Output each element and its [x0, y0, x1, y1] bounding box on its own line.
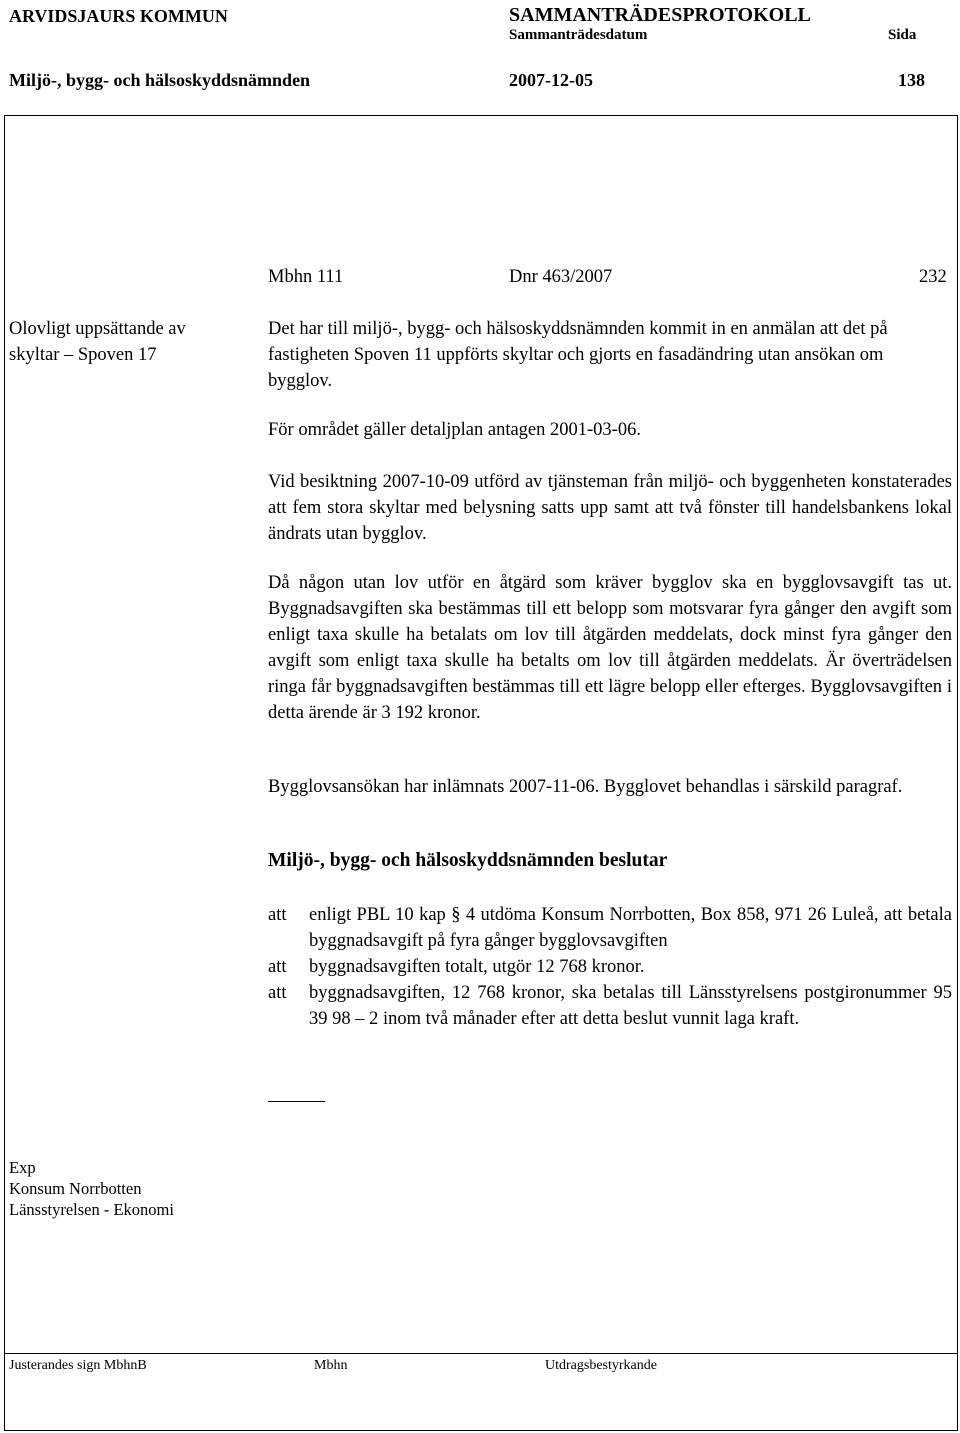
decision-3-lead: att	[268, 983, 287, 1003]
page-number: 138	[898, 70, 925, 90]
paragraph-complaint: Det har till miljö-, bygg- och hälsoskyddsnämnden kommit in en anmälan att det på fastigheten Spoven 11 uppförts skyltar och gjorts en fasadändring utan ansökan om bygglov.	[268, 319, 888, 391]
recipient-1: Konsum Norrbotten	[9, 1179, 142, 1198]
committee-name: Miljö-, bygg- och hälsoskyddsnämnden	[9, 70, 311, 90]
decision-1-lead: att	[268, 905, 287, 925]
content-frame	[4, 115, 958, 1431]
document-type: SAMMANTRÄDESPROTOKOLL	[509, 4, 811, 26]
paragraph-detail-plan: För området gäller detaljplan antagen 2001-03-06.	[268, 420, 641, 440]
page-label: Sida	[888, 27, 917, 43]
decision-2-lead: att	[268, 957, 287, 977]
decision-3-text: byggnadsavgiften, 12 768 kronor, ska betalas till Länsstyrelsens postgironummer 95 39 98 – 2 inom två månader efter att detta beslut vunnit laga kraft.	[309, 983, 952, 1029]
decision-heading: Miljö-, bygg- och hälsoskyddsnämnden beslutar	[268, 850, 668, 871]
organization-name: ARVIDSJAURS KOMMUN	[9, 6, 228, 26]
sign-label: Justerandes sign MbhnB	[9, 1358, 147, 1373]
mbhn-label: Mbhn	[314, 1358, 348, 1373]
paragraph-id: Mbhn 111	[268, 267, 344, 287]
subject-line-1: Olovligt uppsättande av	[9, 319, 186, 339]
subject-line-2: skyltar – Spoven 17	[9, 345, 157, 365]
extract-label: Utdragsbestyrkande	[545, 1358, 657, 1373]
paragraph-application: Bygglovsansökan har inlämnats 2007-11-06. Bygglovet behandlas i särskild paragraf.	[268, 777, 903, 797]
paragraph-inspection: Vid besiktning 2007-10-09 utförd av tjänsteman från miljö- och byggenheten konstaterades att fem stora skyltar med belysning satts upp samt att två fönster till handelsbankens lokal ändrats utan bygglov.	[268, 472, 952, 544]
case-number: 232	[919, 267, 947, 287]
recipient-2: Länsstyrelsen - Ekonomi	[9, 1200, 174, 1219]
distribution-label: Exp	[9, 1158, 36, 1177]
signature-footer	[4, 1353, 958, 1431]
paragraph-fee-rules: Då någon utan lov utför en åtgärd som kräver bygglov ska en bygglovsavgift tas ut. Byggnadsavgiften ska bestämmas till ett belopp som motsvarar fyra gånger den avgift som enligt taxa skulle ha betalats om lov till åtgärden meddelats, dock minst fyra gånger den avgift som enligt taxa skulle ha betalts om lov till åtgärden meddelats. Är överträdelsen ringa får byggnadsavgiften bestämmas till ett lägre belopp eller efterges. Bygglovsavgiften i detta ärende är 3 192 kronor.	[268, 573, 952, 723]
decision-1-text: enligt PBL 10 kap § 4 utdöma Konsum Norrbotten, Box 858, 971 26 Luleå, att betala byggnadsavgift på fyra gånger bygglovsavgiften	[309, 905, 952, 951]
meeting-date: 2007-12-05	[509, 70, 593, 90]
date-label: Sammanträdesdatum	[509, 27, 648, 43]
end-rule	[268, 1101, 325, 1102]
decision-2-text: byggnadsavgiften totalt, utgör 12 768 kronor.	[309, 957, 645, 977]
diary-number: Dnr 463/2007	[509, 267, 613, 287]
